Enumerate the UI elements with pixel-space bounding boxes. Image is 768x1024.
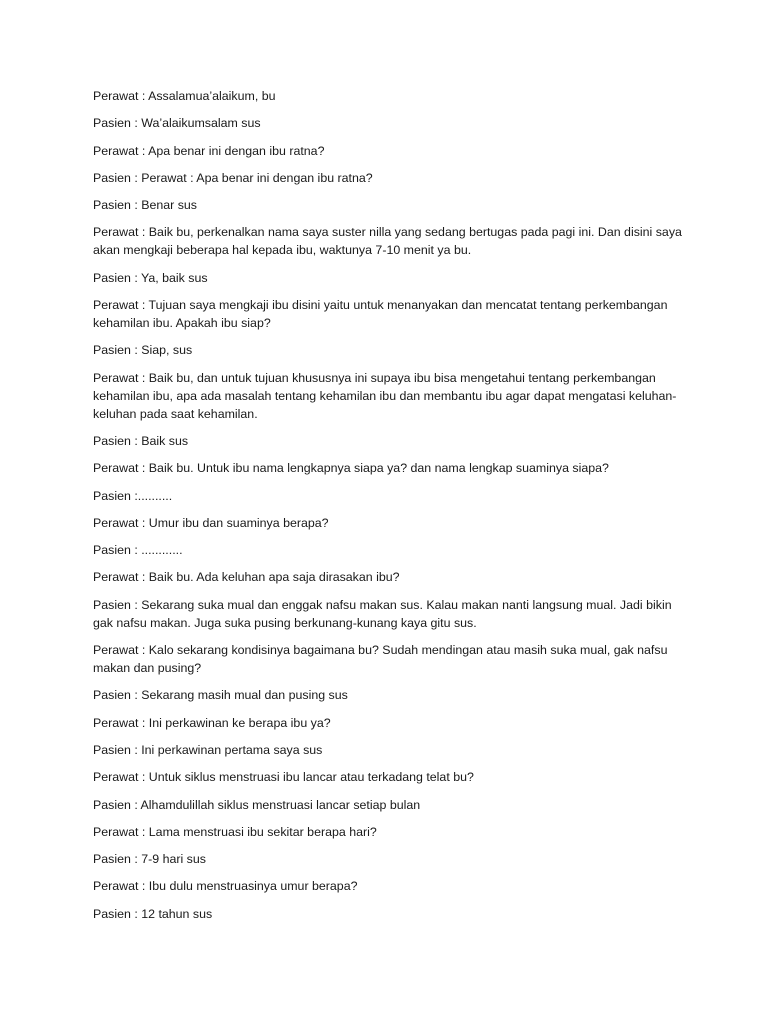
dialog-line-nurse: Perawat : Baik bu. Untuk ibu nama lengkapnya siapa ya? dan nama lengkap suaminya siapa?	[93, 461, 609, 476]
dialog-line-nurse: Perawat : Ibu dulu menstruasinya umur berapa?	[93, 879, 358, 894]
dialog-line-patient: Pasien : Perawat : Apa benar ini dengan ibu ratna?	[93, 170, 373, 185]
dialog-line-nurse: Perawat : Assalamua’alaikum, bu	[93, 89, 276, 103]
dialog-line-patient: Pasien : Ini perkawinan pertama saya sus	[93, 742, 323, 757]
dialog-line-nurse: Perawat : Kalo sekarang kondisinya bagaimana bu? Sudah mendingan atau masih suka mual, gak nafsu makan dan pusing?	[93, 643, 668, 676]
dialog-line-patient: Pasien : Ya, baik sus	[93, 270, 208, 285]
dialog-line-patient: Pasien : Baik sus	[93, 433, 189, 448]
dialog-line-nurse: Perawat : Baik bu, perkenalkan nama saya suster nilla yang sedang bertugas pada pagi ini. Dan disini saya akan mengkaji beberapa hal kepada ibu, waktunya 7-10 menit ya bu.	[93, 225, 682, 258]
dialog-line-patient: Pasien : Sekarang masih mual dan pusing sus	[93, 688, 348, 703]
dialog-line-nurse: Perawat : Baik bu, dan untuk tujuan khususnya ini supaya ibu bisa mengetahui tentang perkembangan kehamilan ibu, apa ada masalah tentang kehamilan ibu dan membantu ibu agar dapat mengatasi keluhan-keluhan pada saat kehamilan.	[93, 370, 677, 421]
dialog-line-nurse: Perawat : Baik bu. Ada keluhan apa saja dirasakan ibu?	[93, 570, 400, 585]
dialog-line-nurse: Perawat : Untuk siklus menstruasi ibu lancar atau terkadang telat bu?	[93, 770, 474, 785]
dialog-line-patient: Pasien : Siap, sus	[93, 343, 193, 358]
dialog-line-nurse: Perawat : Umur ibu dan suaminya berapa?	[93, 515, 329, 530]
dialog-line-nurse: Perawat : Tujuan saya mengkaji ibu disini yaitu untuk menanyakan dan mencatat tentang perkembangan kehamilan ibu. Apakah ibu siap?	[93, 298, 668, 331]
dialog-line-patient: Pasien :..........	[93, 488, 173, 503]
dialog-line-nurse: Perawat : Lama menstruasi ibu sekitar berapa hari?	[93, 824, 377, 839]
dialog-line-patient: Pasien : ............	[93, 543, 183, 558]
dialog-line-nurse: Perawat : Apa benar ini dengan ibu ratna?	[93, 143, 325, 158]
dialog-line-patient: Pasien : Benar sus	[93, 198, 198, 213]
dialog-line-patient: Pasien : Wa’alaikumsalam sus	[93, 116, 261, 131]
dialog-line-patient: Pasien : Sekarang suka mual dan enggak nafsu makan sus. Kalau makan nanti langsung mual. Jadi bikin gak nafsu makan. Juga suka pusing berkunang-kunang kaya gitu sus.	[93, 597, 672, 630]
dialog-transcript	[93, 87, 683, 932]
dialog-line-nurse: Perawat : Ini perkawinan ke berapa ibu ya?	[93, 715, 331, 730]
dialog-line-patient: Pasien : 12 tahun sus	[93, 906, 213, 921]
dialog-line-patient: Pasien : Alhamdulillah siklus menstruasi lancar setiap bulan	[93, 797, 421, 812]
dialog-line-patient: Pasien : 7-9 hari sus	[93, 852, 206, 867]
